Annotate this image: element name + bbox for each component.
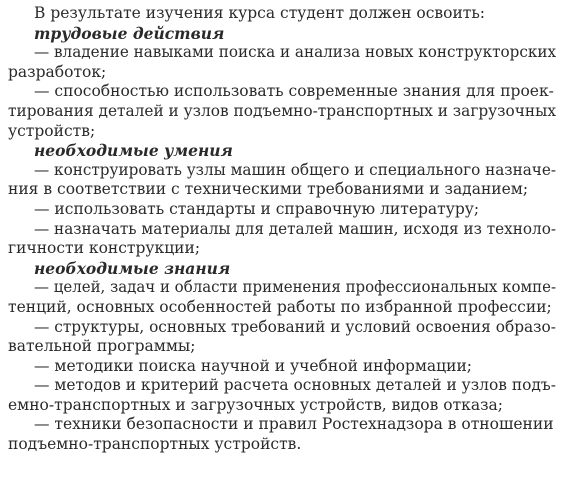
text-line: устройств; xyxy=(8,121,96,140)
text-line: — владение навыками поиска и анализа новых конструкторских xyxy=(34,43,556,62)
text-line: — техники безопасности и правил Ростехнадзора в отношении xyxy=(34,415,554,434)
text-line: — конструировать узлы машин общего и специального назначе- xyxy=(34,160,556,179)
text-line: тирования деталей и узлов подъемно-транспортных и загрузочных xyxy=(8,101,556,120)
text-line: вательной программы; xyxy=(8,337,196,356)
text-line: — способностью использовать современные знания для проек- xyxy=(34,82,554,101)
text-line: В результате изучения курса студент должен освоить: xyxy=(34,4,486,22)
text-line: разработок; xyxy=(8,62,107,81)
text-line: — методики поиска научной и учебной информации; xyxy=(34,356,473,375)
section-heading: трудовые действия xyxy=(34,23,225,43)
text-line: — структуры, основных требований и условий освоения образо- xyxy=(34,317,556,336)
section-heading: необходимые умения xyxy=(34,141,233,161)
text-line: — назначать материалы для деталей машин, исходя из техноло- xyxy=(34,219,556,238)
section-heading: необходимые знания xyxy=(34,258,231,278)
document-body xyxy=(8,4,556,455)
text-line: подъемно-транспортных устройств. xyxy=(8,435,302,454)
text-line: гичности конструкции; xyxy=(8,239,201,258)
text-line: — целей, задач и области применения профессиональных компе- xyxy=(34,278,556,297)
text-line: — методов и критерий расчета основных деталей и узлов подъ- xyxy=(34,376,556,395)
text-line: — использовать стандарты и справочную литературу; xyxy=(34,199,480,218)
text-line: ния в соответствии с техническими требованиями и заданием; xyxy=(8,180,529,199)
text-line: тенций, основных особенностей работы по избранной профессии; xyxy=(8,297,552,316)
text-line: емно-транспортных и загрузочных устройств, видов отказа; xyxy=(8,395,503,414)
